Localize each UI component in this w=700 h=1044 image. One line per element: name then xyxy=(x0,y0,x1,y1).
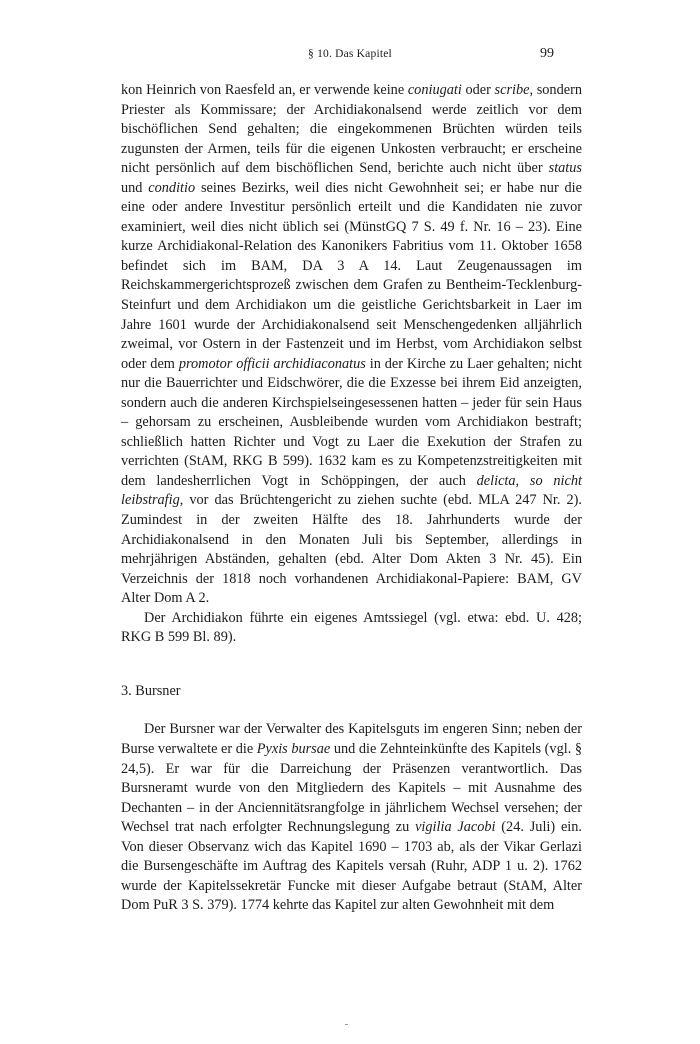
text-run: seines Bezirks, weil dies nicht Gewohnheit sei; er habe nur die eine oder andere Investitur persönlich erteilt und die Kandidaten nie zuvor examiniert, weil dies nicht üblich sei (MünstGQ 7 S. 49 f. Nr. 16 – 23). Eine kurze Archidiakonal-Relation des Kanonikers Fabritius vom 11. Oktober 1658 befindet sich im BAM, DA 3 A 14. Laut Zeugenaussagen im Reichskammergerichtsprozeß zwischen dem Grafen zu Bentheim-Tecklenburg-Steinfurt und dem Archidiakon um die geistliche Gerichtsbarkeit in Laer im Jahre 1601 wurde der Archidiakonalsend seit Menschengedenken alljährlich zweimal, vor Ostern in der Fastenzeit und im Herbst, vom Archidiakon selbst oder dem xyxy=(121,179,582,372)
text-run: oder xyxy=(461,82,495,98)
text-run: (24. Juli) ein. Von dieser Observanz wich das Kapitel 1690 – 1703 ab, als der Vikar Gerlazi die Bursengeschäfte im Auftrag des Kapitels versah (Ruhr, ADP 1 u. 2). 1762 wurde der Kapitelssekretär Funcke mit dieser Aufgabe betraut (StAM, Alter Dom PuR 3 S. 379). 1774 kehrte das Kapitel zur alten Gewohnheit mit dem xyxy=(121,819,582,914)
body-text xyxy=(121,81,582,916)
text-run: und die Zehnteinkünfte des Kapitels (vgl. § 24,5). Er war für die Darreichung der Präsenzen verantwortlich. Das Bursneramt wurde von den Mitgliedern des Kapitels – mit Ausnahme des Dechanten – in der Anciennitätsrangfolge in jährlichem Wechsel versehen; der Wechsel trat nach erfolgter Rechnungslegung zu xyxy=(121,740,583,836)
para-raesfeld xyxy=(121,81,582,609)
paragraph-group-archidiakon xyxy=(121,81,582,648)
italic-term: delicta, so nicht leibstrafig xyxy=(121,472,582,509)
text-run: , sondern Priester als Kommissare; der Archidiakonalsend werde zeitlich vor dem bischöflichen Send gehalten; die eingekommenen Brüchten würden teils zugunsten der Armen, teils für die eigenen Unkosten verbraucht; er erscheine nicht persönlich auf dem bischöflichen Send, berichte auch nicht über xyxy=(121,82,582,177)
text-run: Der Bursner war der Verwalter des Kapitelsguts im engeren Sinn; neben der Burse verwaltete er die xyxy=(121,721,582,757)
paragraph-group-bursner xyxy=(121,720,582,915)
italic-term: status xyxy=(548,160,582,177)
italic-term: scribe xyxy=(494,82,530,98)
running-head xyxy=(0,46,700,66)
italic-term: conditio xyxy=(148,179,196,196)
running-title: § 10. Das Kapitel xyxy=(308,48,392,60)
italic-term: promotor officii archidiaconatus xyxy=(178,355,366,372)
text-run: und xyxy=(121,179,149,196)
page-number: 99 xyxy=(540,46,554,61)
italic-term: vigilia Jacobi xyxy=(415,819,496,836)
italic-term: Pyxis bursae xyxy=(256,740,331,757)
text-run: Der Archidiakon führte ein eigenes Amtssiegel (vgl. etwa: ebd. U. 428; RKG B 599 Bl. 89). xyxy=(121,609,582,646)
text-run: , vor das Brüchtengericht zu ziehen suchte (ebd. MLA 247 Nr. 2). Zumindest in der zweiten Hälfte des 18. Jahrhunderts wurde der Archidiakonalsend in den Monaten Juli bis September, allerdings in mehrjährigen Abständen, gehalten (ebd. Alter Dom Akten 3 Nr. 45). Ein Verzeichnis der 1818 noch vorhandenen Archidiakonal-Papiere: BAM, GV Alter Dom A 2. xyxy=(121,492,582,607)
text-run: kon Heinrich von Raesfeld an, er verwende keine xyxy=(121,82,408,98)
page-bottom-mark xyxy=(345,1024,348,1025)
section-heading: 3. Bursner xyxy=(121,682,181,699)
para-amtssiegel xyxy=(121,609,582,648)
text-run: in der Kirche zu Laer gehalten; nicht nur die Bauerrichter und Eidschwörer, die die Exzesse bei ihrem Eid anzeigten, sondern auch die anderen Kirchspielseingesessenen hatten – jeder für sein Haus – gehorsam zu erscheinen, Ausbleibende wurden vom Archidiakon bestraft; schließlich hatten Richter und Vogt zu Laer die Exekution der Strafen zu verrichten (StAM, RKG B 599). 1632 kam es zu Kompetenzstreitigkeiten mit dem landesherrlichen Vogt in Schöppingen, der auch xyxy=(121,355,582,489)
para-bursner xyxy=(121,720,582,915)
italic-term: coniugati xyxy=(407,82,462,98)
